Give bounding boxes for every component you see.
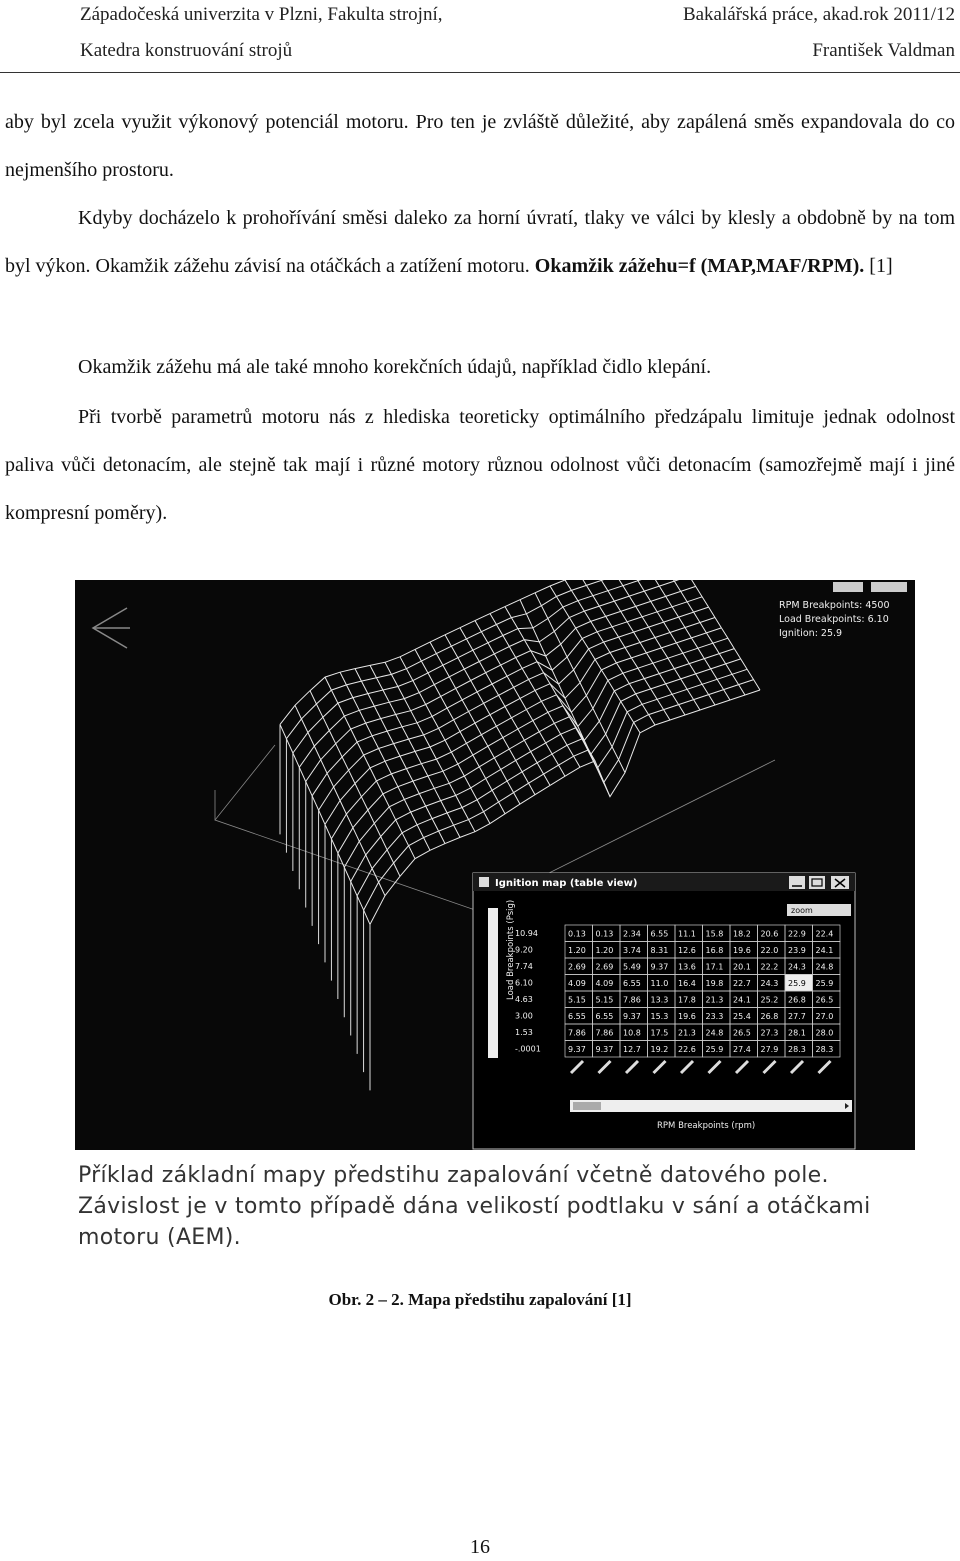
table-cell-value: 9.37 xyxy=(568,1045,586,1054)
mesh-line xyxy=(460,628,550,786)
header-author: František Valdman xyxy=(812,40,955,61)
table-cell-value: 22.6 xyxy=(678,1045,696,1054)
table-cell-value: 4.09 xyxy=(595,979,614,988)
page-number: 16 xyxy=(470,1536,490,1558)
mesh-line xyxy=(293,580,683,753)
running-header-line1 xyxy=(80,4,955,26)
table-cell-value: 24.3 xyxy=(760,979,779,988)
table-cell-value: 25.9 xyxy=(705,1045,724,1054)
table-cell-value: 16.8 xyxy=(705,946,724,955)
paragraph-2-reference: [1] xyxy=(864,255,893,277)
row-label: 3.00 xyxy=(515,1011,533,1021)
table-cell-value: 24.1 xyxy=(815,946,834,955)
toolbar-button[interactable] xyxy=(833,582,863,592)
table-cell-value: 9.37 xyxy=(650,962,669,972)
table-cell-value: 11.0 xyxy=(650,979,669,988)
load-axis-label: Load Breakpoints (Psig) xyxy=(506,899,516,1000)
table-cell-value: 25.2 xyxy=(760,995,779,1005)
mesh-line xyxy=(319,607,709,810)
table-cell-value: 27.0 xyxy=(815,1012,834,1021)
ignition-map-screenshot xyxy=(75,580,915,1150)
table-cell-value: 13.3 xyxy=(650,995,669,1005)
table-cell-value: 28.3 xyxy=(815,1045,834,1054)
scroll-thumb[interactable] xyxy=(573,1102,601,1110)
table-cell-value: 2.69 xyxy=(595,962,614,972)
paragraph-3: Okamžik zážehu má ale také mnoho korekčních údajů, například čidlo klepání. xyxy=(78,356,712,378)
row-label: 6.10 xyxy=(515,978,533,988)
horizontal-scrollbar[interactable] xyxy=(570,1100,852,1112)
table-cell-value: 1.20 xyxy=(595,946,614,955)
paragraph-2-formula: Okamžik zážehu=f (MAP,MAF/RPM). xyxy=(534,255,865,277)
row-label: 9.20 xyxy=(515,945,533,955)
mesh-line xyxy=(565,580,655,725)
mesh-line xyxy=(505,607,595,761)
table-cell-value: 24.3 xyxy=(788,962,806,972)
table-cell-value: 8.31 xyxy=(650,946,669,955)
table-cell-value: 20.6 xyxy=(760,929,779,939)
table-cell-value: 25.9 xyxy=(815,979,834,988)
app-icon xyxy=(479,877,489,887)
table-cell-value: 23.3 xyxy=(705,1012,724,1021)
table-cell-value: 6.55 xyxy=(568,1012,586,1021)
table-cell-value: 17.8 xyxy=(678,995,696,1005)
mesh-line xyxy=(400,657,490,824)
table-cell-value: 28.0 xyxy=(815,1028,834,1038)
row-label: -.0001 xyxy=(515,1044,541,1054)
table-cell-value: 5.49 xyxy=(623,962,641,972)
figure-caption xyxy=(78,1160,938,1253)
mesh-line xyxy=(415,649,505,813)
mesh-line xyxy=(286,580,676,739)
table-cell-value: 13.6 xyxy=(678,962,696,972)
running-header-line2 xyxy=(80,40,955,62)
mesh-line xyxy=(445,635,535,795)
mesh-line xyxy=(370,665,460,837)
mesh-line xyxy=(306,586,696,781)
table-cell-value: 17.5 xyxy=(650,1028,669,1038)
ignition-map-figure xyxy=(75,580,915,1150)
table-cell-value: 10.8 xyxy=(623,1028,641,1038)
table-cell-value: 1.20 xyxy=(568,946,586,955)
header-divider xyxy=(0,72,960,73)
mesh-line xyxy=(357,669,747,896)
table-cell-value: 11.1 xyxy=(678,929,696,939)
table-cell-value: 26.5 xyxy=(815,995,834,1005)
info-load: Load Breakpoints: 6.10 xyxy=(779,614,889,625)
table-cell-value: 20.1 xyxy=(733,962,751,972)
table-cell-value: 9.37 xyxy=(595,1045,614,1054)
rpm-axis-label: RPM Breakpoints (rpm) xyxy=(657,1121,756,1131)
table-cell-value: 26.8 xyxy=(760,1012,779,1021)
table-cell-value: 17.1 xyxy=(705,962,724,972)
table-cell-value: 4.09 xyxy=(568,979,586,988)
table-cell-value: 23.9 xyxy=(788,946,806,955)
window-title: Ignition map (table view) xyxy=(495,878,638,889)
table-cell-value: 25.4 xyxy=(733,1012,751,1021)
table-cell-value: 19.8 xyxy=(705,979,724,988)
table-cell-value: 6.55 xyxy=(595,1012,614,1021)
row-label: 7.74 xyxy=(515,962,533,971)
row-label: 1.53 xyxy=(515,1028,533,1037)
mesh-line xyxy=(490,614,580,768)
row-label: 10.94 xyxy=(515,929,538,938)
maximize-button[interactable] xyxy=(809,876,825,889)
table-cell-value: 22.7 xyxy=(733,979,751,988)
table-cell-value: 0.13 xyxy=(595,929,614,939)
table-cell-value: 27.7 xyxy=(788,1012,806,1021)
table-cell-value: 21.3 xyxy=(678,1028,696,1038)
mesh-line xyxy=(325,677,415,859)
table-cell-value: 25.9 xyxy=(788,979,806,988)
table-cell-value: 6.55 xyxy=(623,979,641,988)
table-cell-value: 26.5 xyxy=(733,1028,751,1038)
paragraph-2-text: Kdyby docházelo k prohořívání směsi daleko za horní úvratí, tlaky ve válci by klesly a obdobně by na tom byl výkon. Okamžik zážehu závisí na otáčkách a zatížení motoru. xyxy=(5,207,955,277)
table-cell-value: 9.37 xyxy=(623,1012,641,1021)
table-cell-value: 19.6 xyxy=(678,1012,696,1021)
header-thesis-info: Bakalářská práce, akad.rok 2011/12 xyxy=(682,4,955,25)
close-button[interactable] xyxy=(831,876,849,889)
mesh-line xyxy=(351,659,741,882)
table-cell-value: 22.2 xyxy=(760,962,779,972)
table-cell-value: 24.8 xyxy=(705,1028,724,1038)
info-ignition: Ignition: 25.9 xyxy=(779,628,843,639)
table-cell-value: 0.13 xyxy=(568,929,586,939)
table-cell-value: 22.9 xyxy=(788,929,806,939)
table-cell-value: 27.3 xyxy=(760,1028,779,1038)
table-cell-value: 7.86 xyxy=(595,1028,614,1038)
table-cell-value: 15.3 xyxy=(650,1012,669,1021)
table-cell-value: 19.2 xyxy=(650,1045,669,1054)
table-cell-value: 27.4 xyxy=(733,1045,751,1054)
header-university: Západočeská univerzita v Plzni, Fakulta strojní, xyxy=(80,4,443,25)
table-cell-value: 2.69 xyxy=(568,962,586,972)
caption-line-2: Závislost je v tomto případě dána velikostí podtlaku v sání a otáčkami xyxy=(78,1194,871,1219)
caption-line-3: motoru (AEM). xyxy=(78,1225,241,1250)
mesh-line xyxy=(430,642,520,804)
table-cell-value: 24.1 xyxy=(733,995,751,1005)
mesh-line xyxy=(385,662,475,831)
table-cell-value: 15.8 xyxy=(705,929,724,939)
mesh-line xyxy=(520,600,610,797)
table-cell-value: 2.34 xyxy=(623,929,641,939)
table-cell-value: 19.6 xyxy=(733,946,751,955)
table-cell-value: 21.3 xyxy=(705,995,724,1005)
paragraph-2 xyxy=(5,194,955,290)
mesh-line xyxy=(535,593,625,773)
table-cell-value: 27.9 xyxy=(760,1045,779,1054)
table-cell-value: 5.15 xyxy=(595,995,614,1005)
table-cell-value: 24.8 xyxy=(815,962,834,972)
table-cell-value: 22.4 xyxy=(815,929,834,939)
info-rpm: RPM Breakpoints: 4500 xyxy=(779,600,890,611)
caption-line-1: Příklad základní mapy předstihu zapalování včetně datového pole. xyxy=(78,1163,829,1188)
mesh-line xyxy=(340,672,430,850)
table-cell-value: 12.7 xyxy=(623,1045,641,1054)
table-cell-value: 28.1 xyxy=(788,1028,806,1038)
table-cell-value: 22.0 xyxy=(760,946,779,955)
table-cell-value: 18.2 xyxy=(733,929,751,939)
row-label: 4.63 xyxy=(515,995,533,1004)
zoom-label: zoom xyxy=(791,906,813,915)
back-arrow-icon xyxy=(93,608,130,648)
paragraph-1: aby byl zcela využit výkonový potenciál motoru. Pro ten je zvláště důležité, aby zapálená směs expandovala do co nejmenšího prostoru. xyxy=(5,111,955,181)
toolbar-button[interactable] xyxy=(871,582,907,592)
table-cell-value: 3.74 xyxy=(623,946,641,955)
table-cell-value: 7.86 xyxy=(623,995,641,1005)
mesh-line xyxy=(475,621,565,777)
table-cell-value: 12.6 xyxy=(678,946,696,955)
paragraph-4: Při tvorbě parametrů motoru nás z hlediska teoreticky optimálního předzápalu limituje jednak odolnost paliva vůči detonacím, ale stejně tak mají i různé motory různou odolnost vůči detonacím (samozřejmě mají i jiné kompresní poměry). xyxy=(5,406,955,524)
table-cell-value: 6.55 xyxy=(650,929,669,939)
table-cell-value: 28.3 xyxy=(788,1045,806,1054)
table-cell-value: 26.8 xyxy=(788,995,806,1005)
figure-label: Obr. 2 – 2. Mapa předstihu zapalování [1] xyxy=(328,1290,632,1309)
minimize-button[interactable] xyxy=(789,876,805,889)
table-cell-value: 5.15 xyxy=(568,995,586,1005)
table-cell-value: 7.86 xyxy=(568,1028,586,1038)
header-department: Katedra konstruování strojů xyxy=(80,40,293,61)
table-cell-value: 16.4 xyxy=(678,979,696,988)
load-axis-slider[interactable] xyxy=(488,908,498,1058)
